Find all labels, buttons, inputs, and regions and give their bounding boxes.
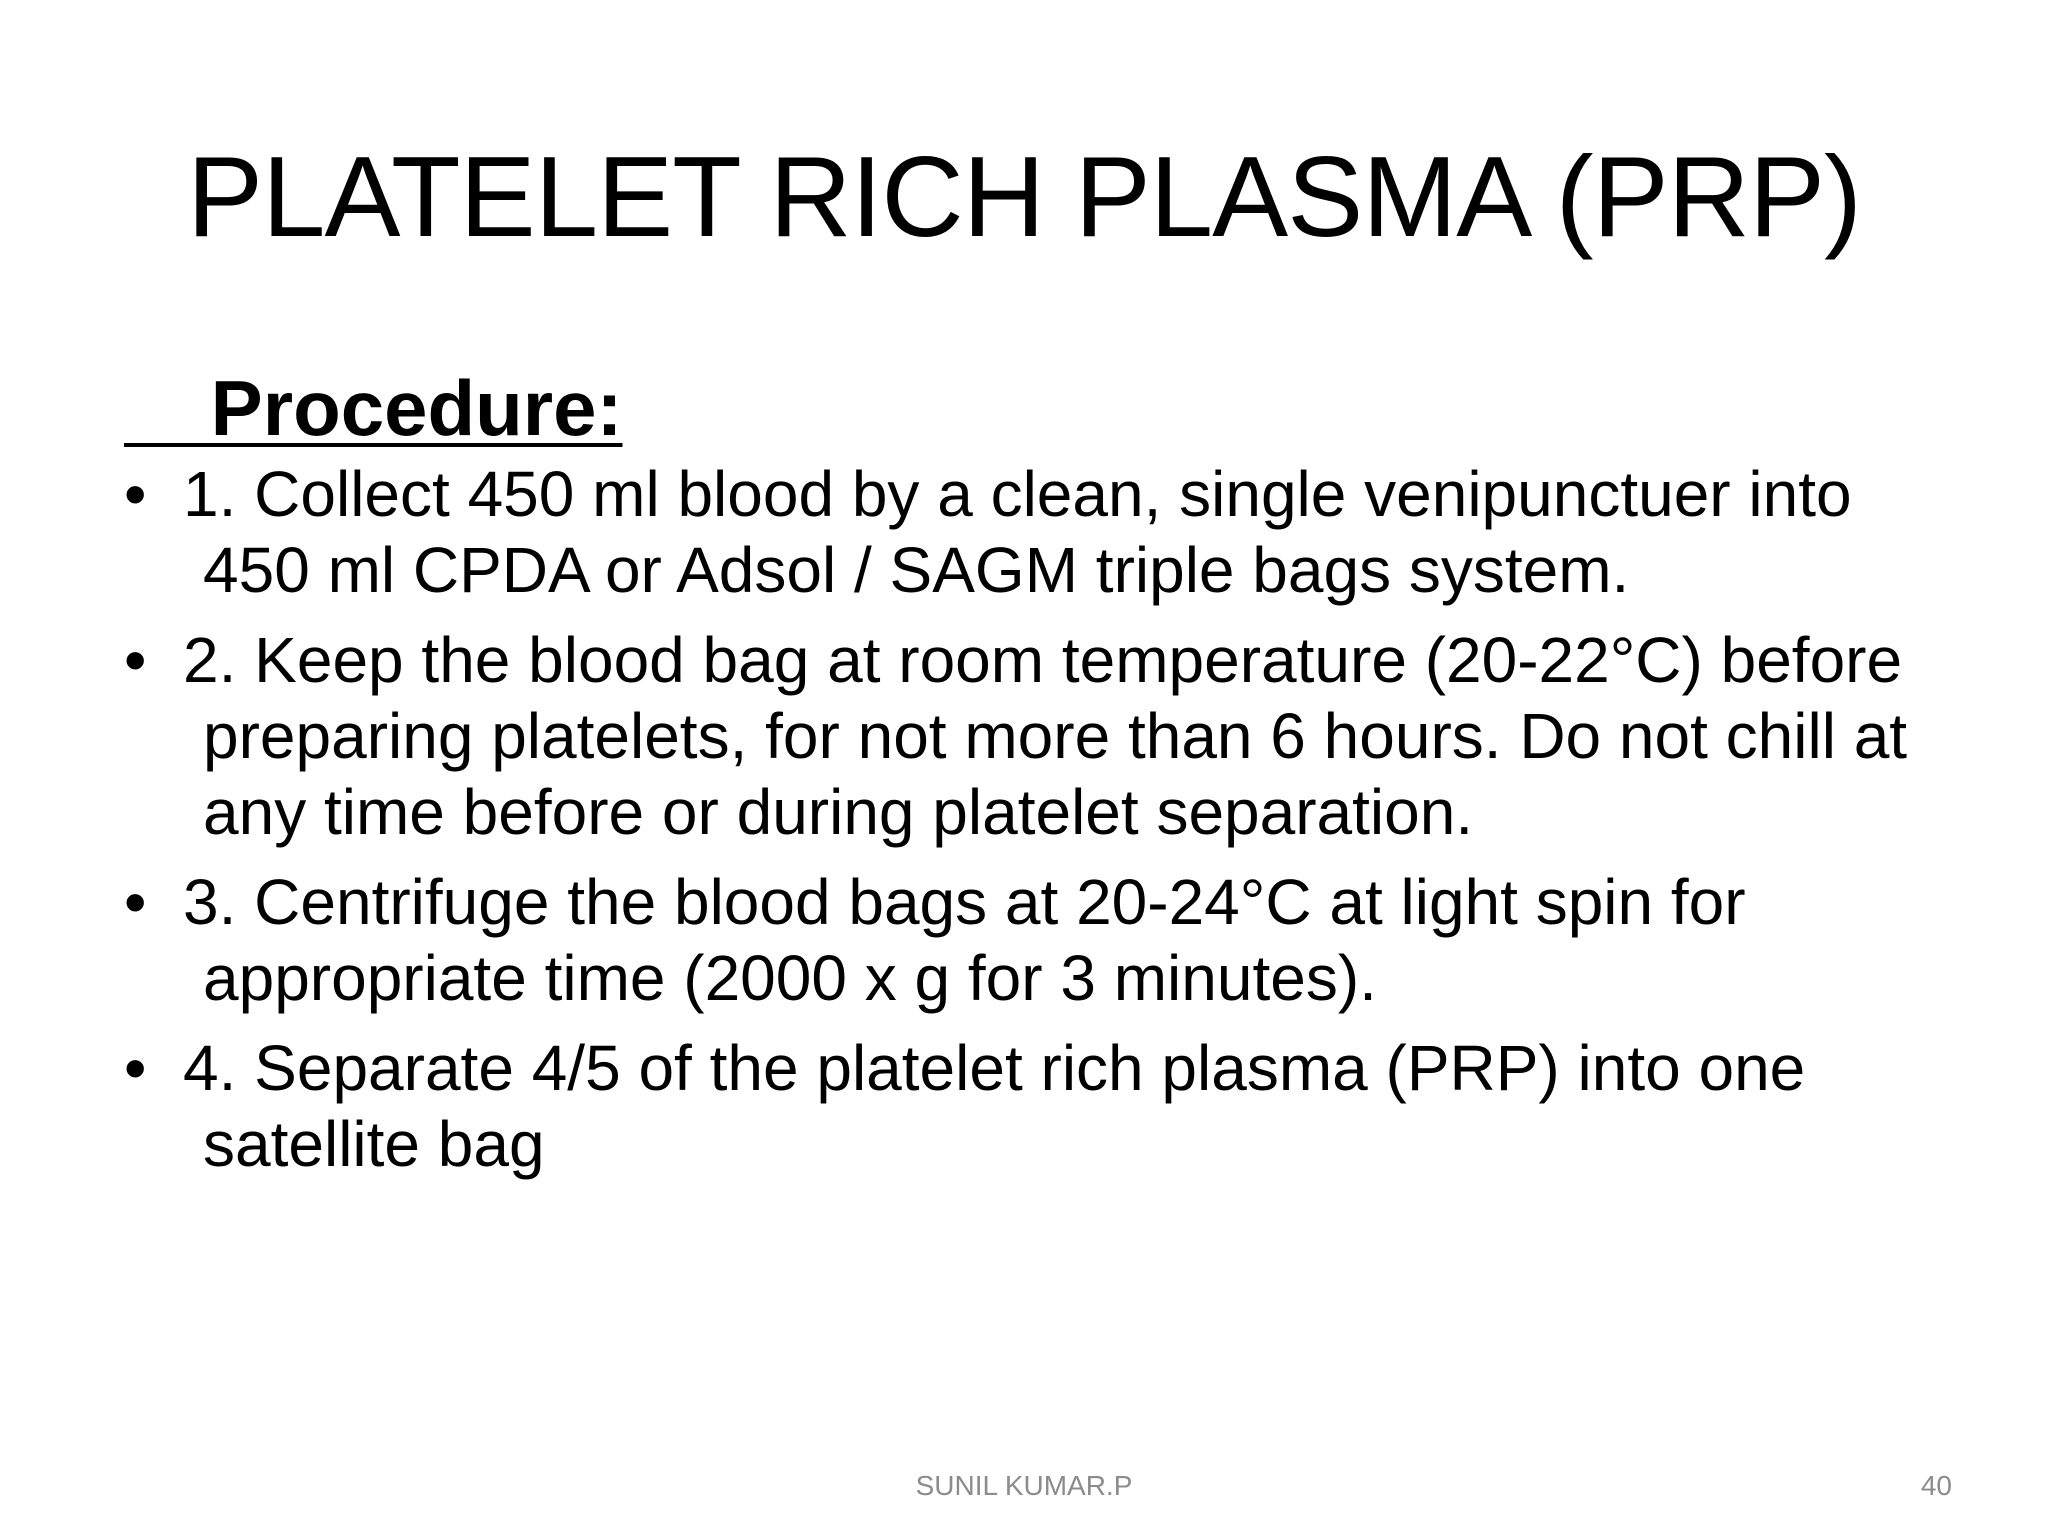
bullet-icon: • xyxy=(124,458,147,530)
procedure-step-3 xyxy=(124,864,1944,1016)
slide-title: PLATELET RICH PLASMA (PRP) xyxy=(187,134,1861,261)
procedure-heading: Procedure: xyxy=(124,364,623,452)
procedure-step-2 xyxy=(124,622,1944,850)
bullet-icon: • xyxy=(124,624,147,696)
procedure-step-4 xyxy=(124,1030,1944,1182)
slide-content xyxy=(124,360,1944,1196)
bullet-icon: • xyxy=(124,866,147,938)
step-text: Collect 450 ml blood by a clean, single venipunctuer into 450 ml CPDA or Adsol / SAGM triple bags system. xyxy=(203,458,1852,606)
step-text: Centrifuge the blood bags at 20-24°C at light spin for appropriate time (2000 x g for 3 minutes). xyxy=(203,866,1746,1014)
step-text: Separate 4/5 of the platelet rich plasma (PRP) into one satellite bag xyxy=(203,1032,1806,1180)
step-text: Keep the blood bag at room temperature (20-22°C) before preparing platelets, for not more than 6 hours. Do not chill at any time before or during platelet separation. xyxy=(203,624,1908,848)
procedure-steps-list xyxy=(124,456,1944,1182)
page-number: 40 xyxy=(1920,1470,1952,1501)
bullet-icon: • xyxy=(124,1032,147,1104)
step-number: 2. xyxy=(183,624,237,696)
footer-author: SUNIL KUMAR.P xyxy=(915,1470,1133,1501)
step-number: 3. xyxy=(183,866,237,938)
step-number: 4. xyxy=(183,1032,237,1104)
procedure-step-1 xyxy=(124,456,1944,608)
step-number: 1. xyxy=(183,458,237,530)
